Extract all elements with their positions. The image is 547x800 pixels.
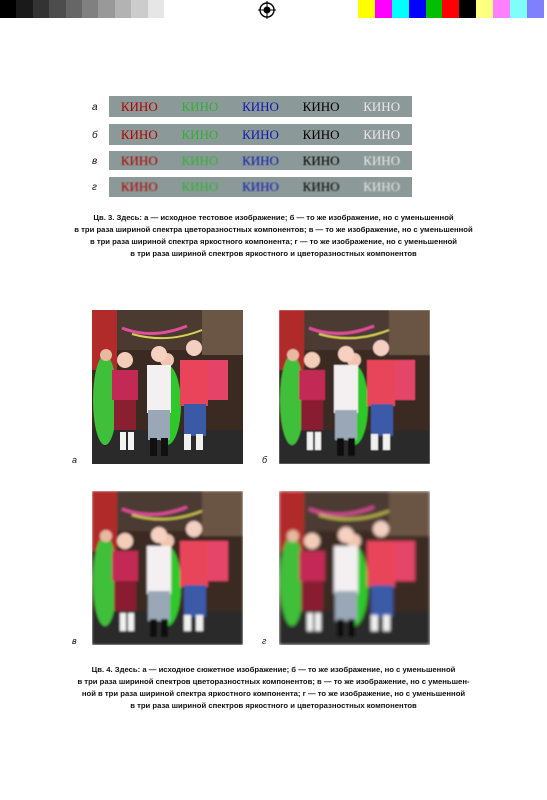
calibration-swatch: [131, 0, 147, 18]
calibration-swatch: [375, 0, 392, 18]
kino-word: КИНО: [242, 98, 279, 114]
kino-word: КИНО: [302, 152, 340, 168]
calibration-swatch: [459, 0, 476, 18]
folk-photo-b: [279, 310, 430, 464]
row-label-g: г: [92, 182, 97, 193]
figure-4-caption: [10, 664, 537, 712]
caption-line: ной в три раза шириной спектра яркостного компонента; г — то же изображение, но с уменьшенной: [81, 689, 466, 698]
calibration-swatch: [493, 0, 510, 18]
caption-line: в три раза шириной спектров яркостного и цветоразностных компонентов: [130, 249, 417, 258]
photo-scene: [92, 491, 243, 645]
kino-word: КИНО: [181, 152, 219, 168]
calibration-swatch: [442, 0, 459, 18]
photo-label-g: г: [262, 636, 267, 646]
registration-mark-icon: [258, 1, 276, 19]
row-label-v: в: [92, 156, 98, 167]
kino-word: КИНО: [242, 179, 279, 194]
folk-photo-g: [279, 491, 430, 645]
photo-label-v: в: [72, 636, 77, 646]
calibration-swatch: [148, 0, 164, 18]
calibration-swatch: [66, 0, 82, 18]
calibration-swatch: [82, 0, 98, 18]
test-image-row-b: [109, 124, 412, 145]
test-image-row-v: [109, 151, 412, 170]
row-label-b: б: [92, 130, 98, 141]
kino-word: КИНО: [181, 179, 219, 194]
kino-word: КИНО: [120, 179, 158, 194]
kino-word: КИНО: [363, 152, 401, 168]
photo-label-b: б: [262, 455, 268, 465]
kino-word: КИНО: [120, 98, 158, 114]
photo-scene: [92, 310, 243, 464]
test-image-row-a: [109, 96, 412, 117]
kino-word: КИНО: [302, 126, 340, 142]
kino-word: КИНО: [120, 152, 158, 168]
caption-line: в три раза шириной спектра цветоразностных компонентов; в — то же изображение, но с уменьшенной: [74, 225, 473, 234]
calibration-swatch: [33, 0, 49, 18]
folk-photo-a: [92, 310, 243, 464]
caption-line: Цв. 3. Здесь: а — исходное тестовое изображение; б — то же изображение, но с уменьшенной: [93, 213, 454, 222]
photo-label-a: а: [72, 455, 78, 465]
folk-photo-v: [92, 491, 243, 645]
photo-scene: [279, 491, 430, 645]
calibration-swatch: [392, 0, 409, 18]
calibration-swatch: [115, 0, 131, 18]
photo-scene: [279, 310, 430, 464]
caption-line: Цв. 4. Здесь: а — исходное сюжетное изображение; б — то же изображение, но с уменьшенной: [91, 665, 456, 674]
calibration-swatch: [0, 0, 16, 18]
kino-word: КИНО: [302, 179, 340, 194]
caption-line: в три раза шириной спектров яркостного и цветоразностных компонентов: [130, 701, 417, 710]
calibration-swatch: [476, 0, 493, 18]
calibration-swatch: [164, 0, 180, 18]
kino-word: КИНО: [302, 98, 340, 114]
calibration-swatch: [49, 0, 65, 18]
test-image-row-g: [109, 177, 412, 197]
calibration-swatch: [409, 0, 426, 18]
kino-word: КИНО: [363, 179, 401, 194]
kino-word: КИНО: [120, 126, 158, 142]
row-label-a: а: [92, 102, 98, 113]
kino-word: КИНО: [181, 126, 219, 142]
calibration-swatch: [527, 0, 544, 18]
calibration-swatch: [358, 0, 375, 18]
caption-line: в три раза шириной спектра яркостного компонента; г — то же изображение, но с уменьшенной: [89, 237, 458, 246]
grayscale-calibration-strip: [0, 0, 180, 18]
calibration-swatch: [510, 0, 527, 18]
kino-word: КИНО: [242, 152, 279, 168]
kino-word: КИНО: [181, 98, 219, 114]
caption-line: в три раза шириной спектров цветоразностных компонентов; в — то же изображение, но с уменьшен-: [77, 677, 470, 686]
kino-word: КИНО: [242, 126, 279, 142]
figure-3-caption: [10, 212, 537, 260]
calibration-swatch: [16, 0, 32, 18]
kino-word: КИНО: [363, 98, 401, 114]
color-calibration-strip: [358, 0, 544, 18]
calibration-swatch: [98, 0, 114, 18]
calibration-swatch: [426, 0, 443, 18]
kino-word: КИНО: [363, 126, 401, 142]
